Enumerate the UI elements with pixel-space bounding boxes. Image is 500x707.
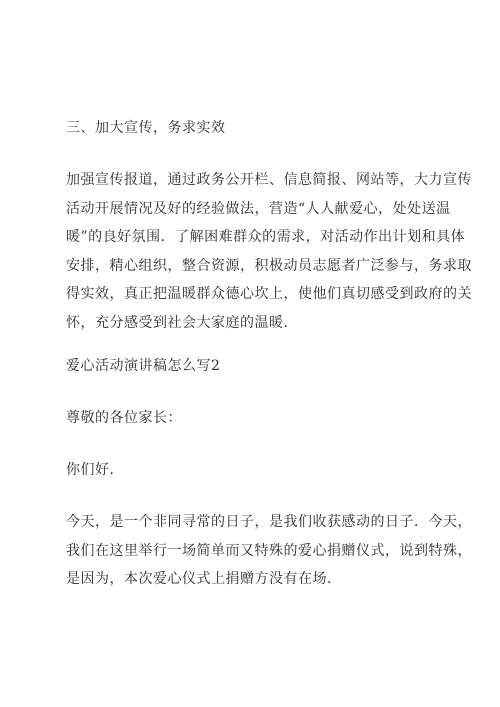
salutation: 尊敬的各位家长： <box>66 410 182 426</box>
paragraph-line: 活动开展情况及好的经验做法，营造“人人献爱心，处处送温 <box>66 200 451 217</box>
paragraph-ceremony <box>66 508 472 594</box>
paragraph-line: 是因为，本次爱心仪式上捐赠方没有在场． <box>66 571 342 588</box>
section-heading: 三、加大宣传，务求实效 <box>66 120 226 136</box>
paragraph-line: 得实效，真正把温暖群众德心坎上，使他们真切感受到政府的关 <box>66 286 472 303</box>
paragraph-line: 加强宣传报道，通过政务公开栏、信息简报、网站等，大力宣传 <box>66 172 472 188</box>
speech-title: 爱心活动演讲稿怎么写2 <box>66 358 221 374</box>
paragraph-line: 安排，精心组织，整合资源，积极动员志愿者广泛参与，务求取 <box>66 257 472 274</box>
paragraph-line: 我们在这里举行一场简单而又特殊的爱心捐赠仪式，说到特殊， <box>66 542 472 559</box>
paragraph-line: 怀，充分感受到社会大家庭的温暖． <box>66 314 298 331</box>
paragraph-line: 暖”的良好氛围．了解困难群众的需求，对活动作出计划和具体 <box>66 229 466 246</box>
greeting: 你们好． <box>66 462 124 478</box>
paragraph-line: 今天，是一个非同寻常的日子，是我们收获感动的日子．今天， <box>66 514 472 530</box>
paragraph-publicity <box>66 166 472 338</box>
